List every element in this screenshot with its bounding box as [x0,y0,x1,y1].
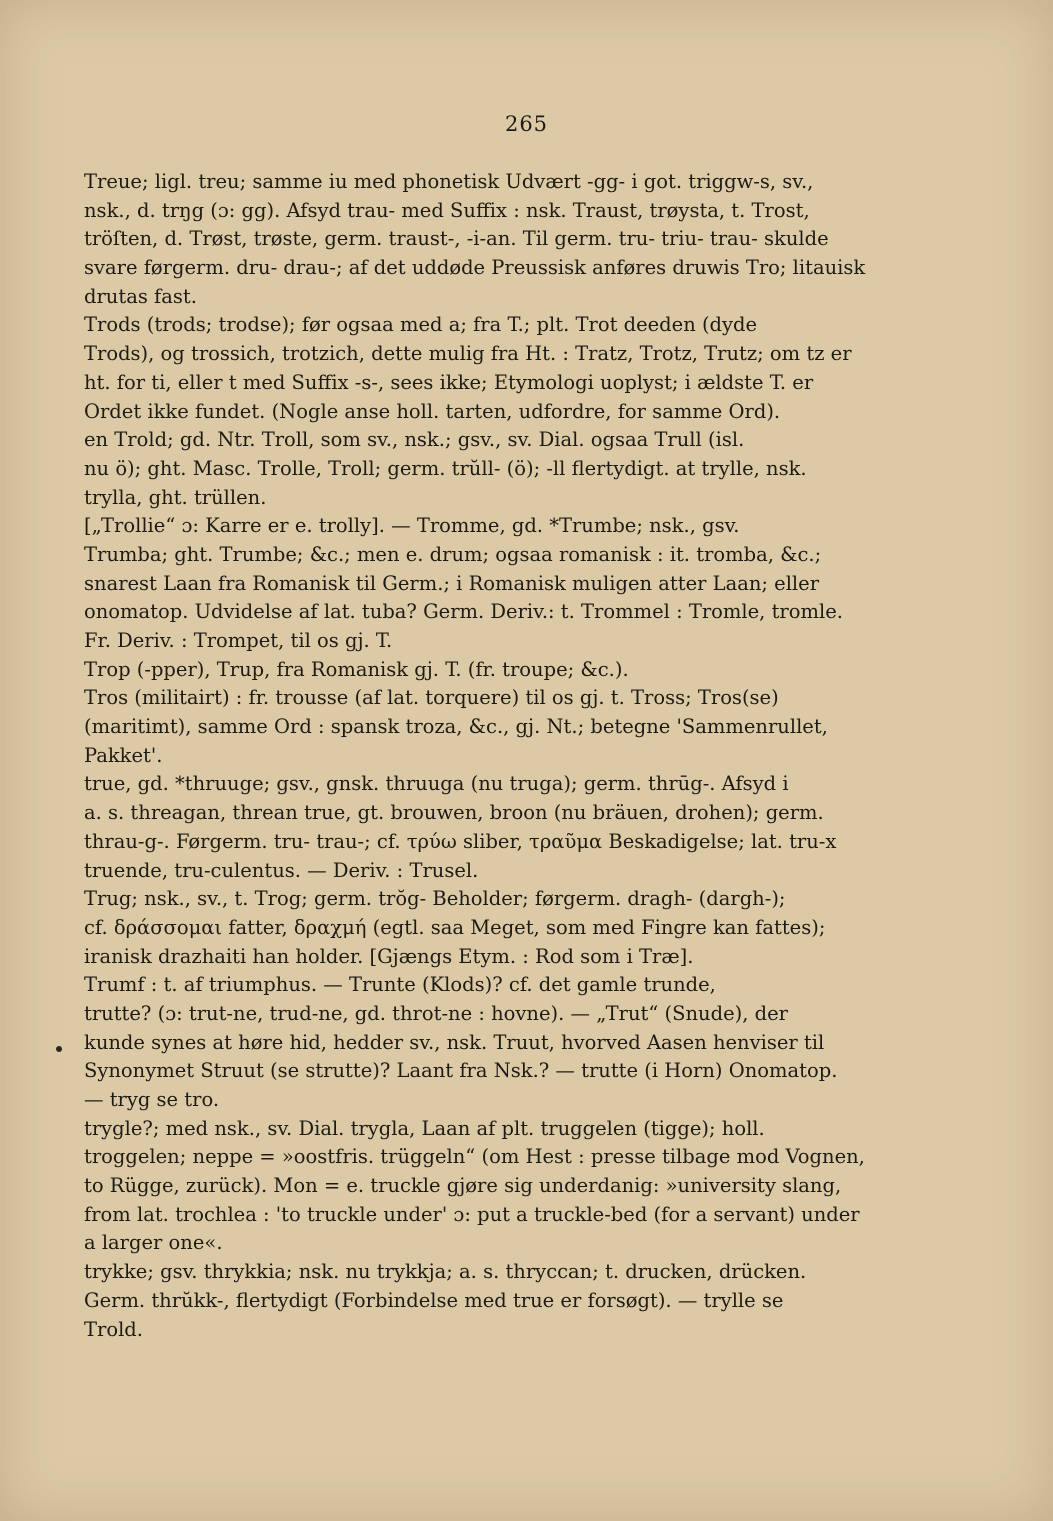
text-line: trutte? (ɔ: trut-ne, trud-ne, gd. throt-ne : hovne). — „Trut“ (Snude), der [84,1001,788,1025]
text-line: Trods (trods; trodse); før ogsaa med a; fra T.; plt. Trot deeden (dyde [84,313,758,337]
text-line: Treue; ligl. treu; samme iu med phonetisk Udvært -gg- i got. triggw-s, sv., [84,170,814,193]
text-line: trykke; gsv. thrykkia; nsk. nu trykkja; a. s. thryccan; t. drucken, drücken. [84,1260,807,1284]
text-line: a. s. threagan, threan true, gt. brouwen, broon (nu bräuen, drohen); germ. [84,801,824,825]
text-line: truende, tru-culentus. — Deriv. : Trusel. [84,858,479,882]
text-line: onomatop. Udvidelse af lat. tuba? Germ. Deriv.: t. Trommel : Tromle, tromle. [84,600,843,624]
text-line: [„Trollie“ ɔ: Karre er e. trolly]. — Tromme, gd. *Trumbe; nsk., gsv. [84,514,740,538]
page-number: 265 [504,112,549,136]
text-line: drutas fast. [84,284,197,308]
text-line: — tryg se tro. [84,1088,220,1111]
text-line: Trop (-pper), Trup, fra Romanisk gj. T. (fr. troupe; &c.). [84,657,629,681]
text-line: thrau-g-. Førgerm. tru- trau-; cf. τρύω sliber, τραῦμα Beskadigelse; lat. tru-x [84,829,837,853]
text-line: nsk., d. trŋg (ɔ: gg). Afsyd trau- med Suffix : nsk. Traust, trøysta, t. Trost, [84,198,810,222]
text-line: Tros (militairt) : fr. trousse (af lat. torquere) til os gj. t. Tross; Tros(se) [84,686,779,710]
text-line: Germ. thrŭkk-, flertydigt (Forbindelse med true er forsøgt). — trylle se [84,1288,784,1312]
text-line: kunde synes at høre hid, hedder sv., nsk. Truut, hvorved Aasen henviser til [84,1030,825,1054]
text-line: ht. for ti, eller t med Suffix -s-, sees ikke; Etymologi uoplyst; i ældste T. er [84,370,814,394]
margin-dot [56,1046,62,1052]
text-line: to Rügge, zurück). Mon = e. truckle gjøre sig underdanig: »university slang, [84,1174,842,1198]
text-line: Trods), og trossich, trotzich, dette mulig fra Ht. : Tratz, Trotz, Trutz; om tz er [84,342,852,366]
text-line: trylla, ght. trüllen. [84,485,267,509]
text-line: Fr. Deriv. : Trompet, til os gj. T. [84,629,393,652]
text-line: a larger one«. [84,1231,223,1255]
text-line: iranisk drazhaiti han holder. [Gjængs Etym. : Rod som i Træ]. [84,944,694,968]
text-line: tröſten, d. Trøst, trøste, germ. traust-, -i-an. Til germ. tru- triu- trau- skulde [84,227,829,251]
text-line: (maritimt), samme Ord : spansk troza, &c., gj. Nt.; betegne 'Sammenrullet, [84,715,828,739]
dictionary-text [84,168,906,1344]
text-line: snarest Laan fra Romanisk til Germ.; i Romanisk muligen atter Laan; eller [84,571,820,595]
text-line: from lat. trochlea : 'to truckle under' ɔ: put a truckle-bed (for a servant) under [84,1202,860,1226]
text-line: Trug; nsk., sv., t. Trog; germ. trŏg- Beholder; førgerm. dragh- (dargh-); [84,887,786,911]
text-line: en Trold; gd. Ntr. Troll, som sv., nsk.; gsv., sv. Dial. ogsaa Trull (isl. [84,428,745,452]
text-line: true, gd. *thruuge; gsv., gnsk. thruuga (nu truga); germ. thrūg-. Afsyd i [84,772,789,796]
text-line: svare førgerm. dru- drau-; af det uddøde Preussisk anføres druwis Tro; litauisk [84,256,866,280]
text-line: Synonymet Struut (se strutte)? Laant fra Nsk.? — trutte (i Horn) Onomatop. [84,1059,838,1083]
text-line: nu ö); ght. Masc. Trolle, Troll; germ. trŭll- (ö); -ll flertydigt. at trylle, nsk. [84,456,807,480]
text-line: Trumba; ght. Trumbe; &c.; men e. drum; ogsaa romanisk : it. tromba, &c.; [84,542,822,566]
text-line: cf. δράσσομαι fatter, δραχμή (egtl. saa Meget, som med Fingre kan fattes); [84,915,826,939]
text-line: troggelen; neppe = »oostfris. trüggeln“ (om Hest : presse tilbage mod Vognen, [84,1145,865,1169]
text-line: Trumf : t. af triumphus. — Trunte (Klods)? cf. det gamle trunde, [84,973,716,997]
text-line: Ordet ikke fundet. (Nogle anse holl. tarten, udfordre, for samme Ord). [84,399,781,423]
text-line: Trold. [84,1317,143,1341]
text-line: trygle?; med nsk., sv. Dial. trygla, Laan af plt. truggelen (tigge); holl. [84,1116,765,1140]
text-line: Pakket'. [84,743,163,767]
